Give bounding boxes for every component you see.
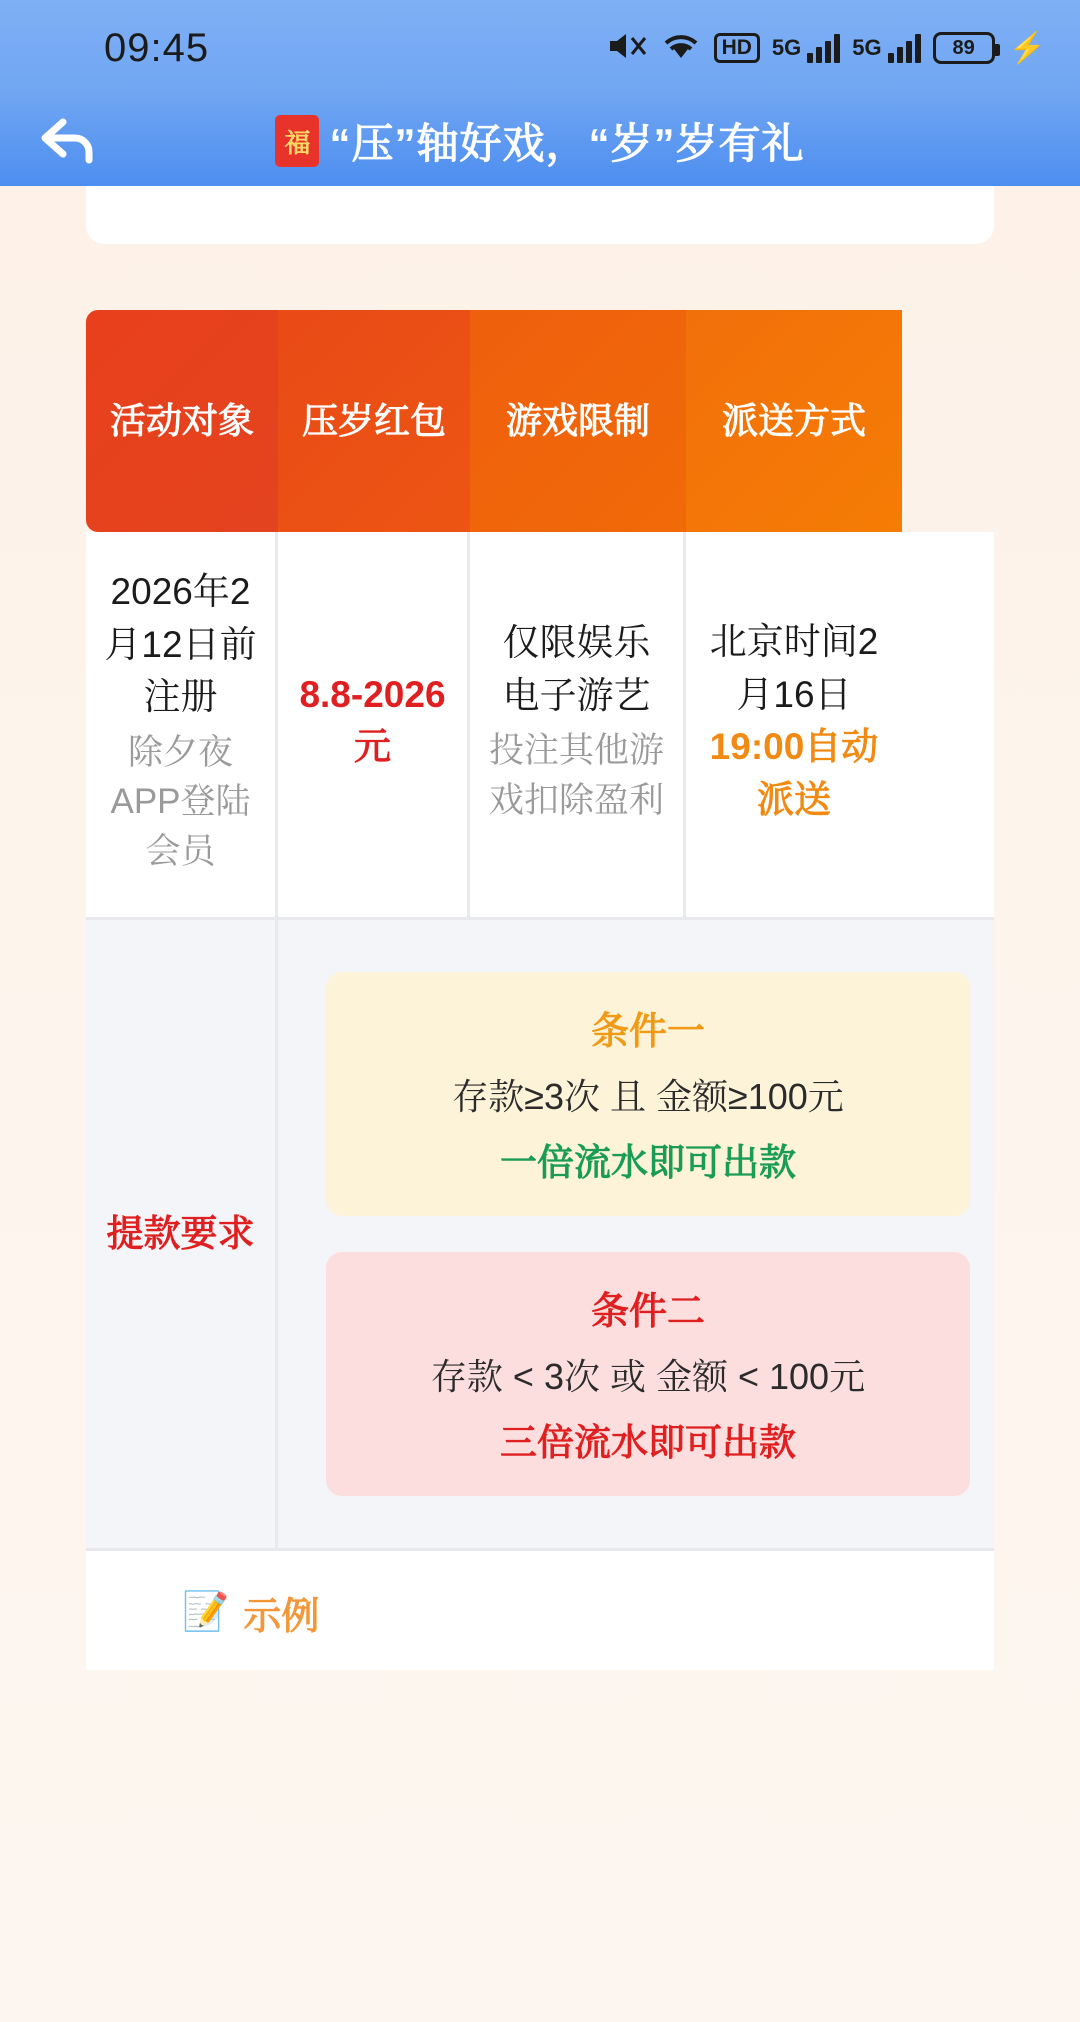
status-bar [0,0,1080,96]
top-card-remnant [86,186,994,244]
network-label-1: 5G [771,35,802,60]
table-header-row [86,310,994,532]
header-cell-game-limit: 游戏限制 [470,310,686,532]
status-icons [606,29,1046,68]
app-bar [0,96,1080,186]
cell-delivery [686,532,902,917]
battery-level: 89 [952,36,975,59]
bonus-amount: 8.8-2026元 [299,673,446,768]
header-cell-delivery: 派送方式 [686,310,902,532]
withdraw-section [86,920,994,1551]
wifi-icon [660,29,702,68]
table-body-row [86,532,994,920]
cell-game-limit [470,532,686,917]
charging-bolt-icon: ⚡ [1008,31,1046,65]
target-main-text: 2026年2月12日前注册 [104,571,257,718]
withdraw-label: 提款要求 [86,920,278,1548]
network-label-2: 5G [852,35,882,60]
signal-bars-1 [807,33,840,63]
page-content [0,186,1080,1670]
delivery-highlight: 19:00自动派送 [709,726,879,820]
condition-one-title: 条件一 [590,1010,705,1053]
cell-bonus [278,532,470,917]
promo-table [86,310,994,1670]
target-sub-text: 除夕夜APP登陆会员 [110,732,251,871]
header-cell-target: 活动对象 [86,310,278,532]
fortune-badge-icon: 福 [275,115,319,167]
hd-badge: HD [714,33,760,63]
header-cell-bonus: 压岁红包 [278,310,470,532]
status-time: 09:45 [104,25,210,70]
battery-icon [933,32,995,64]
condition-two-line: 存款 < 3次 或 金额 < 100元 [430,1355,866,1397]
game-limit-sub: 投注其他游戏扣除盈利 [488,731,664,820]
page-title-text: “压”轴好戏，“岁”岁有礼 [329,120,805,167]
condition-one-note: 一倍流水即可出款 [500,1141,796,1183]
condition-two [326,1252,970,1496]
signal-bars-2 [888,33,921,63]
game-limit-main: 仅限娱乐电子游艺 [502,622,651,716]
condition-two-note: 三倍流水即可出款 [500,1421,796,1463]
condition-one [326,972,970,1216]
cell-target [86,532,278,917]
example-label: 示例 [243,1595,320,1638]
delivery-main: 北京时间2月16日 [709,621,879,715]
back-button[interactable] [30,103,106,179]
page-title [0,111,1080,171]
condition-one-line: 存款≥3次 且 金额≥100元 [452,1075,844,1117]
mute-icon [606,29,648,68]
withdraw-conditions [278,920,994,1548]
condition-two-title: 条件二 [590,1290,705,1333]
example-row [86,1551,994,1670]
memo-icon: 📝 [182,1591,230,1634]
